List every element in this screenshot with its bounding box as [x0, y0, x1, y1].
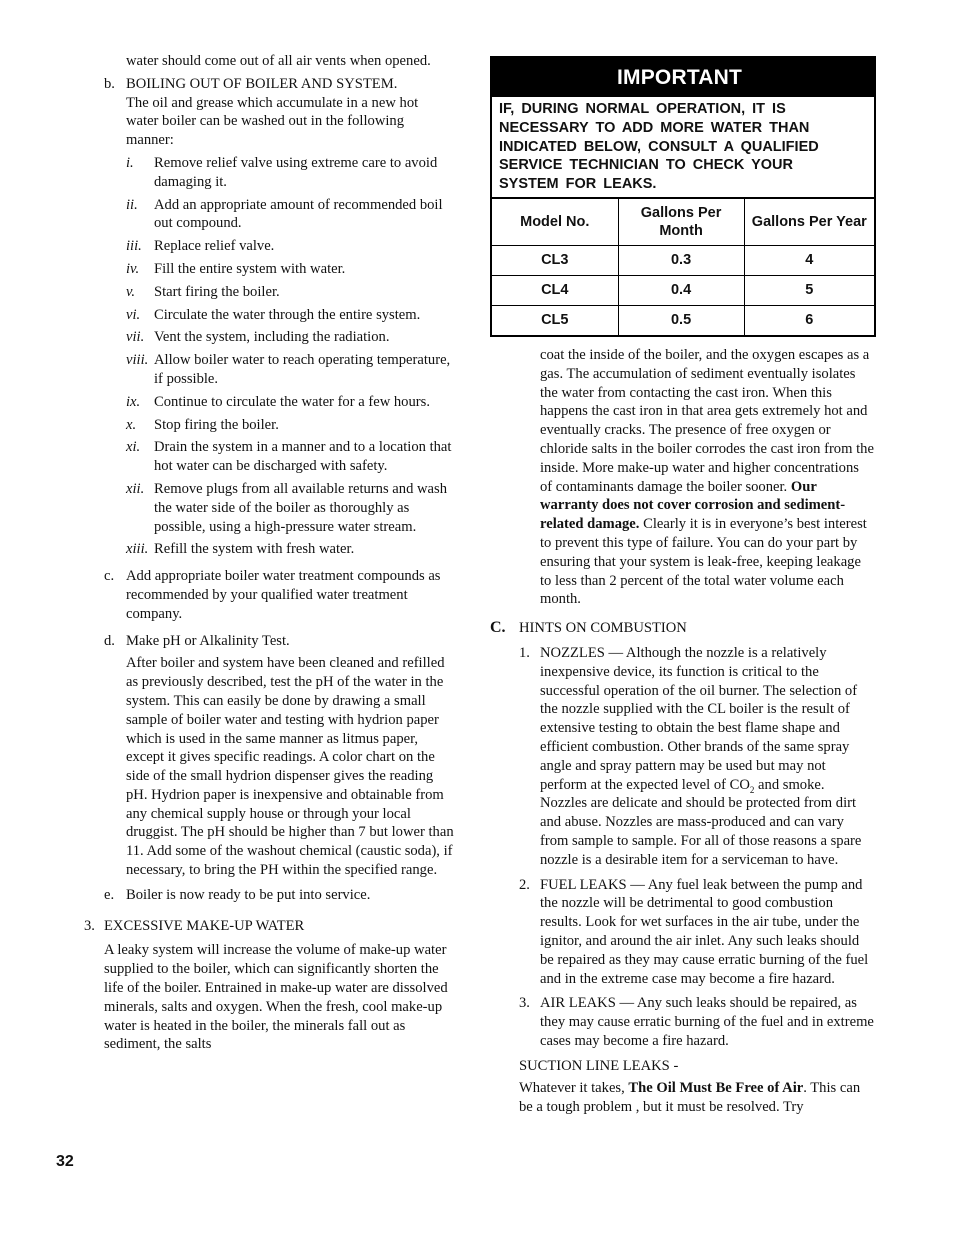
step-marker: xiii.: [126, 541, 149, 558]
oil-free-of-air: The Oil Must Be Free of Air: [628, 1080, 804, 1097]
section-c-marker: C.: [490, 619, 506, 637]
step-b-marker: b.: [104, 75, 115, 92]
continuation-text: [490, 346, 874, 609]
table-row: [492, 275, 874, 305]
step-e: [84, 886, 454, 905]
hint-text: [540, 644, 874, 870]
boil-out-step: [84, 328, 454, 347]
continuation-text-a: coat the inside of the boiler, and the oxygen escapes as a gas. The accumulation of sediment eventually isolates the water from contacting the cast iron. When this happens the cast iron in that area gets extremely hot and eventually cracks. The presence of free oxygen or chloride salts in the boiler corrodes the cast iron from the inside. More make-up water and higher concentrations of contaminants damage the boiler sooner.: [540, 347, 874, 495]
table-header: Gallons Per Month: [618, 198, 744, 246]
boil-out-step: [84, 260, 454, 279]
boil-out-step: [84, 438, 454, 476]
step-text: Continue to circulate the water for a few hours.: [154, 393, 430, 410]
step-marker: ii.: [126, 196, 138, 213]
step-text: Circulate the water through the entire system.: [154, 306, 421, 323]
boil-out-step: [84, 306, 454, 325]
boil-out-step: [84, 237, 454, 256]
hint-marker: 3.: [519, 995, 530, 1012]
step-d-marker: d.: [104, 632, 115, 649]
table-cell: CL5: [492, 305, 618, 335]
table-header: Model No.: [492, 198, 618, 246]
section-c-heading: HINTS ON COMBUSTION: [519, 620, 687, 637]
suction-text-b: . This can be a tough problem , but it must be resolved. Try: [519, 1080, 861, 1116]
table-row: [492, 245, 874, 275]
step-marker: viii.: [126, 352, 149, 369]
intro-text: water should come out of all air vents when opened.: [126, 53, 431, 69]
step-d-text: After boiler and system have been cleaned and refilled as previously described, test the pH of the water in the system. This can easily be done by drawing a small sample of boiler water and testing with hydrion paper which is used in the same manner as litmus paper, except it gives specific readings. A color chart on the side of the small hydrion dispenser gives the reading pH. Hydrion paper is inexpensive and obtainable from any chemical supply house or through your local druggist. The pH should be higher than 7 but lower than 11. Add some of the washout chemical (caustic soda), if necessary, to bring the PH within the specified range.: [126, 655, 454, 879]
step-text: Replace relief valve.: [154, 238, 275, 255]
hint-marker: 2.: [519, 876, 530, 893]
step-marker: vii.: [126, 329, 145, 346]
step-e-text: Boiler is now ready to be put into service.: [126, 886, 371, 903]
boil-out-step: [84, 283, 454, 302]
step-text: Vent the system, including the radiation.: [154, 329, 390, 346]
section-3: [84, 917, 454, 936]
important-text: IF, DURING NORMAL OPERATION, IT IS NECESSARY TO ADD MORE WATER THAN INDICATED BELOW, CONSULT A QUALIFIED SERVICE TECHNICIAN TO CHECK YOUR SYSTEM FOR LEAKS.: [499, 101, 819, 193]
step-text: Drain the system in a manner and to a location that hot water can be discharged with safety.: [154, 439, 452, 475]
table-cell: 6: [744, 305, 874, 335]
step-marker: xii.: [126, 480, 145, 497]
step-text: Refill the system with fresh water.: [154, 541, 355, 558]
hint-air-leaks: [490, 994, 874, 1050]
table-cell: 4: [744, 245, 874, 275]
continuation-text-b: Clearly it is in everyone’s best interest to prevent this type of failure. You can do your part by ensuring that your system is leak-free, keeping leakage to less than 2 percent of the total water volume each month.: [540, 516, 867, 608]
step-d-heading: Make pH or Alkalinity Test.: [126, 632, 290, 649]
boil-out-step: [84, 351, 454, 389]
table-cell: CL3: [492, 245, 618, 275]
nozzles-text-a: NOZZLES — Although the nozzle is a relatively inexpensive device, its function is critical to the successful operation of the oil burner. The selection of the nozzle supplied with the CL boiler is the result of extensive testing to obtain the best flame shape and efficient combustion. Other brands of the same spray angle and spray pattern may be used but may not perform at the expected level of CO: [540, 644, 858, 793]
table-row: [492, 305, 874, 335]
table-cell: 0.4: [618, 275, 744, 305]
important-title: IMPORTANT: [492, 58, 874, 97]
hint-text: FUEL LEAKS — Any fuel leak between the pump and the nozzle will be detrimental to good combustion results. Look for wet surfaces in the air tube, under the ignitor, and around the air inlet. Any such leaks should be repaired as they may cause erratic burning of the fuel and in the extreme case may become a fire hazard.: [540, 876, 869, 987]
right-column: [490, 346, 874, 1117]
table-header: Gallons Per Year: [744, 198, 874, 246]
step-marker: x.: [126, 416, 137, 433]
table-cell: 5: [744, 275, 874, 305]
boil-out-step: [84, 540, 454, 559]
step-text: Add an appropriate amount of recommended boil out compound.: [154, 196, 443, 232]
boil-out-step: [84, 480, 454, 536]
step-text: Remove relief valve using extreme care to avoid damaging it.: [154, 154, 438, 190]
boil-out-step: [84, 154, 454, 192]
hint-marker: 1.: [519, 644, 530, 661]
step-marker: ix.: [126, 393, 141, 410]
step-c-text: Add appropriate boiler water treatment compounds as recommended by your qualified water treatment company.: [126, 568, 441, 622]
suction-text-a: Whatever it takes,: [519, 1080, 629, 1097]
hint-text: AIR LEAKS — Any such leaks should be repaired, as they may cause erratic burning of the fuel and in extreme cases may become a fire hazard.: [540, 995, 874, 1049]
water-table: [492, 197, 874, 335]
step-marker: xi.: [126, 439, 141, 456]
step-c-marker: c.: [104, 568, 115, 585]
step-text: Remove plugs from all available returns and wash the water side of the boiler as thoroughly as possible, using a high-pressure water stream.: [154, 480, 448, 535]
hint-fuel-leaks: [490, 876, 874, 989]
step-marker: iii.: [126, 238, 142, 255]
left-column: [84, 52, 454, 1054]
step-text: Fill the entire system with water.: [154, 260, 346, 277]
step-b: [84, 75, 454, 150]
section-3-text: A leaky system will increase the volume of make-up water supplied to the boiler, which can significantly shorten the life of the boiler. Entrained in make-up water are dissolved minerals, salts and oxygen. When the fresh, cool make-up water is heated in the boiler, the minerals fall out as sediment, the salts: [104, 942, 448, 1053]
section-c: [490, 619, 874, 638]
warranty-statement: Our warranty does not cover corrosion and sediment-related damage.: [540, 478, 846, 533]
table-cell: 0.3: [618, 245, 744, 275]
step-text: Start firing the boiler.: [154, 283, 280, 300]
table-header-row: [492, 198, 874, 246]
co2-subscript: 2: [749, 784, 755, 795]
step-text: Stop firing the boiler.: [154, 416, 279, 433]
suction-text: [490, 1079, 874, 1117]
hint-nozzles: [490, 644, 874, 870]
step-e-marker: e.: [104, 886, 115, 903]
step-c: [84, 567, 454, 623]
suction-heading: SUCTION LINE LEAKS -: [519, 1057, 679, 1074]
boil-out-step: [84, 196, 454, 234]
boil-out-step: [84, 393, 454, 412]
step-marker: v.: [126, 283, 136, 300]
step-text: Allow boiler water to reach operating temperature, if possible.: [154, 352, 451, 387]
section-3-marker: 3.: [84, 917, 95, 934]
step-b-text: The oil and grease which accumulate in a new hot water boiler can be washed out in the following manner:: [126, 94, 419, 149]
step-marker: i.: [126, 154, 134, 171]
table-cell: CL4: [492, 275, 618, 305]
boil-out-steps: [84, 154, 454, 559]
step-marker: vi.: [126, 306, 141, 323]
step-marker: iv.: [126, 260, 140, 277]
page-number: 32: [56, 1153, 74, 1170]
step-d: [84, 632, 454, 880]
table-cell: 0.5: [618, 305, 744, 335]
boil-out-step: [84, 416, 454, 435]
section-3-heading: EXCESSIVE MAKE-UP WATER: [104, 917, 305, 934]
important-box: [490, 56, 876, 337]
step-b-heading: BOILING OUT OF BOILER AND SYSTEM.: [126, 75, 398, 92]
nozzles-text-b: and smoke. Nozzles are delicate and should be protected from dirt and abuse. Nozzles are mass-produced and can vary from sample to sample. For all of those reasons a spare nozzle is a desirable item for a serviceman to have.: [540, 776, 862, 868]
